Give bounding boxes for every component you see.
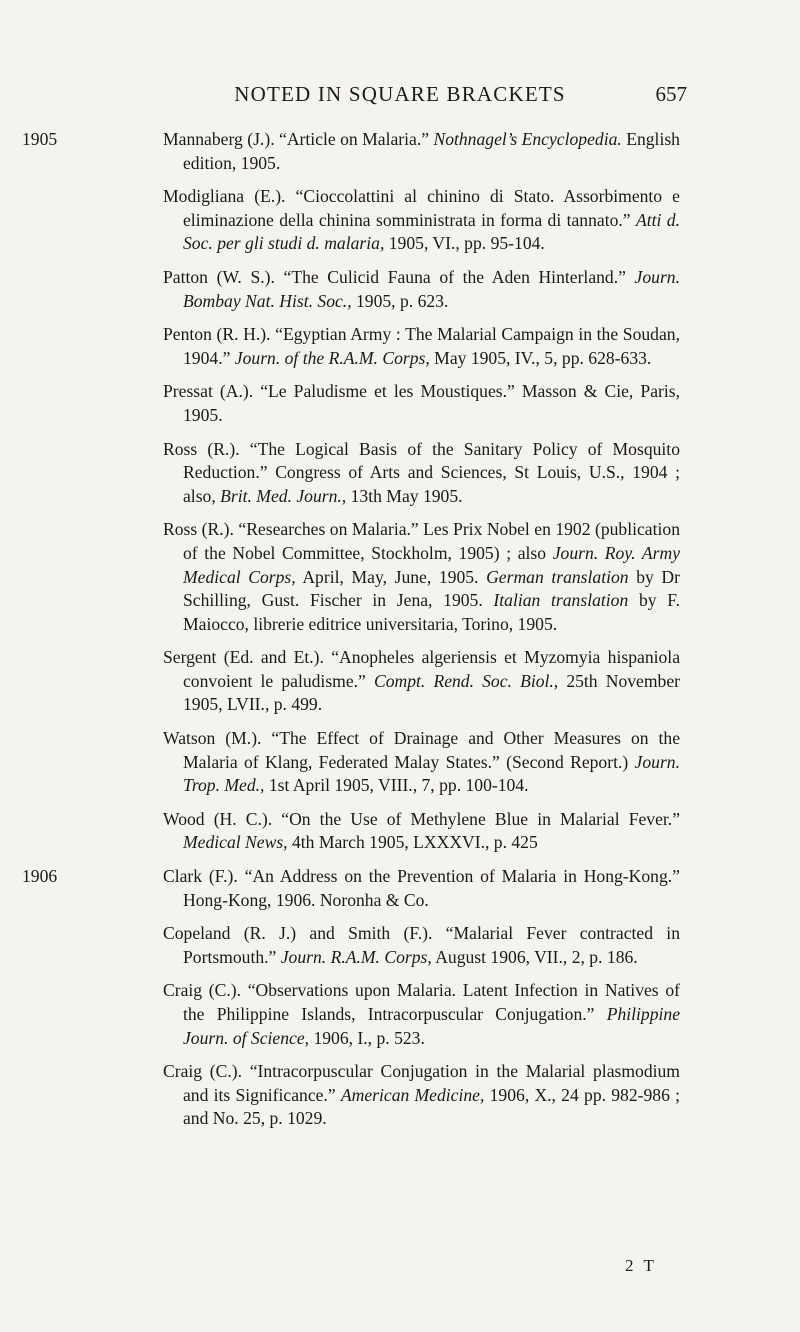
citation-text: Clark (F.). “An Address on the Prevention of Malaria in Hong-Kong.” Hong-Kong, 1906. Noronha & Co. [163,866,680,910]
citation-text: by Dr Schilling, Gust. Fischer in Jena, 1905. [183,566,680,611]
citation-text: Copeland (R. J.) and Smith (F.). “Malarial Fever contracted in Portsmouth.” [163,923,680,967]
page-number: 657 [655,82,687,106]
source-title: Compt. Rend. Soc. Biol., [374,670,559,691]
citation-text: 1905, VI., pp. 95-104. [384,233,545,254]
citation-text: Ross (R.). “The Logical Basis of the Sanitary Policy of Mosquito Reduction.” Congress of Arts and Sciences, St Louis, U.S., 1904 ; also, [163,438,680,506]
source-title: Journ. Trop. Med., [183,751,680,796]
source-title: Journ. R.A.M. Corps, [280,946,432,967]
citation-text: April, May, June, 1905. [295,566,487,587]
citation-text: Watson (M.). “The Effect of Drainage and Other Measures on the Malaria of Klang, Federated Malay States.” (Second Report.) [163,728,680,772]
citation-text: by F. Maiocco, librerie editrice universitaria, Torino, 1905. [183,590,681,634]
bibliography-entry [163,380,680,427]
source-title: Journ. Roy. Army Medical Corps, [183,542,680,587]
citation-text: Pressat (A.). “Le Paludisme et les Moustiques.” Masson & Cie, Paris, 1905. [163,381,680,425]
bibliography-entry [163,518,680,636]
citation-text: Sergent (Ed. and Et.). “Anopheles algeriensis et Myzomyia hispaniola convoient le paludisme.” [163,647,680,691]
citation-text: Mannaberg (J.). “Article on Malaria.” [163,129,434,149]
running-title: NOTED IN SQUARE BRACKETS [234,82,566,106]
citation-text: 1st April 1905, VIII., 7, pp. 100-104. [264,775,529,796]
source-title: American Medicine, [340,1084,485,1105]
citation-text: Penton (R. H.). “Egyptian Army : The Malarial Campaign in the Soudan, 1904.” [163,324,680,368]
source-title: Philippine Journ. of Science, [183,1004,680,1048]
source-title: Journ. of the R.A.M. Corps, [234,347,430,368]
citation-text: 1906, I., p. 523. [309,1027,425,1048]
citation-text: 13th May 1905. [346,485,463,506]
bibliography-entry [163,979,680,1050]
bibliography-entry [163,323,680,370]
bibliography-entry [163,727,680,798]
citation-text: 25th November 1905, LVII., p. 499. [183,670,680,715]
citation-text: Patton (W. S.). “The Culicid Fauna of the Aden Hinterland.” [163,266,635,287]
bibliography-entry [163,438,680,509]
citation-text: August 1906, VII., 2, p. 186. [431,946,638,967]
source-title: Nothnagel’s Encyclopedia. [433,129,622,149]
citation-text: Craig (C.). “Observations upon Malaria. Latent Infection in Natives of the Philippine Islands, Intracorpuscular Conjugation.” [163,980,680,1024]
bibliography-entry [163,646,680,717]
source-title: Medical News, [183,832,288,853]
bibliography-entry [163,1060,680,1131]
source-title: German translation [486,566,629,587]
citation-text: Modigliana (E.). “Cioccolattini al chinino di Stato. Assorbimento e eliminazione della chinina somministrata in forma di tannato.” [163,186,680,230]
signature-mark: 2 T [625,1256,657,1275]
bibliography-entry [163,808,680,855]
citation-text: 1906, X., 24 pp. 982-986 ; and No. 25, p. 1029. [183,1084,681,1129]
year-marker: 1905 [22,129,58,149]
citation-text: May 1905, IV., 5, pp. 628-633. [429,347,652,368]
bibliography-list [0,128,800,1141]
bibliography-entry [22,128,680,175]
source-title: Brit. Med. Journ., [220,485,347,506]
bibliography-entry [163,185,680,256]
page-header [0,82,800,110]
citation-text: Ross (R.). “Researches on Malaria.” Les Prix Nobel en 1902 (publication of the Nobel Committee, Stockholm, 1905) ; also [163,519,680,563]
citation-text: Wood (H. C.). “On the Use of Methylene Blue in Malarial Fever.” [163,808,680,829]
citation-text: 1905, p. 623. [351,290,449,311]
citation-text: Craig (C.). “Intracorpuscular Conjugation in the Malarial plasmodium and its Significance.” [163,1061,680,1105]
bibliography-entry [22,865,680,912]
source-title: Journ. Bombay Nat. Hist. Soc., [183,266,680,311]
bibliography-entry [163,922,680,969]
source-title: Italian translation [493,590,629,611]
citation-text: 4th March 1905, LXXXVI., p. 425 [287,832,538,853]
citation-text: English edition, 1905. [183,129,680,173]
year-marker: 1906 [22,866,58,887]
source-title: Atti d. Soc. per gli studi d. malaria, [183,209,680,254]
bibliography-entry [163,266,680,313]
